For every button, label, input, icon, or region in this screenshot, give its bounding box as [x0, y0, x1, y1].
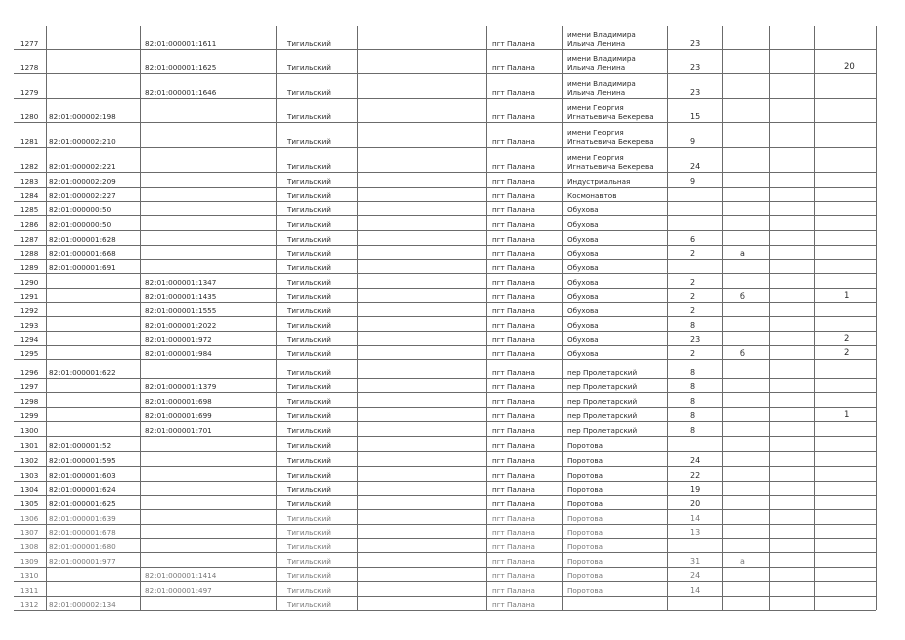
house-number: 22 [690, 471, 701, 480]
settlement: пгт Палана [492, 600, 535, 609]
settlement: пгт Палана [492, 63, 535, 72]
building-letter: б [740, 349, 745, 358]
house-number: 2 [690, 249, 696, 258]
table-row [14, 451, 876, 467]
row-number: 1295 [20, 349, 39, 358]
district: Тигильский [287, 278, 331, 287]
row-number: 1298 [20, 397, 39, 406]
cadastral-number-1: 82:01:000002:210 [49, 137, 116, 146]
table-row [14, 495, 876, 510]
house-number: 20 [690, 499, 701, 508]
row-number: 1278 [20, 63, 39, 72]
row-number: 1304 [20, 485, 39, 494]
table-row [14, 98, 876, 123]
street: Обухова [567, 205, 599, 214]
cadastral-number-2: 82:01:000001:701 [145, 426, 212, 435]
street: имени Владимира Ильича Ленина [567, 54, 636, 72]
table-row [14, 466, 876, 482]
street: Обухова [567, 321, 599, 330]
row-number: 1284 [20, 191, 39, 200]
house-number: 19 [690, 485, 701, 494]
street: Обухова [567, 263, 599, 272]
row-number: 1287 [20, 235, 39, 244]
table-row [14, 187, 876, 202]
house-number: 14 [690, 586, 701, 595]
row-number: 1291 [20, 292, 39, 301]
settlement: пгт Палана [492, 191, 535, 200]
street: Обухова [567, 335, 599, 344]
apartment-number: 2 [844, 334, 850, 344]
street: Обухова [567, 235, 599, 244]
settlement: пгт Палана [492, 278, 535, 287]
row-number: 1290 [20, 278, 39, 287]
row-number: 1292 [20, 306, 39, 315]
row-number: 1282 [20, 162, 39, 171]
cadastral-number-1: 82:01:000001:625 [49, 499, 116, 508]
street: Поротова [567, 456, 603, 465]
settlement: пгт Палана [492, 112, 535, 121]
street: Космонавтов [567, 191, 617, 200]
cadastral-number-1: 82:01:000001:668 [49, 249, 116, 258]
table-row [14, 288, 876, 303]
cadastral-number-1: 82:01:000001:977 [49, 557, 116, 566]
street: Поротова [567, 441, 603, 450]
row-number: 1283 [20, 177, 39, 186]
district: Тигильский [287, 441, 331, 450]
house-number: 9 [690, 137, 696, 146]
settlement: пгт Палана [492, 397, 535, 406]
column-divider [876, 26, 877, 610]
cadastral-number-2: 82:01:000001:497 [145, 586, 212, 595]
district: Тигильский [287, 586, 331, 595]
cadastral-number-2: 82:01:000001:1379 [145, 382, 217, 391]
district: Тигильский [287, 137, 331, 146]
house-number: 23 [690, 88, 701, 97]
cadastral-number-2: 82:01:000001:1435 [145, 292, 217, 301]
column-divider [486, 26, 487, 610]
settlement: пгт Палана [492, 220, 535, 229]
cadastral-number-1: 82:01:000000:50 [49, 205, 112, 214]
settlement: пгт Палана [492, 382, 535, 391]
street: пер Пролетарский [567, 382, 638, 391]
cadastral-number-1: 82:01:000002:209 [49, 177, 116, 186]
row-number: 1281 [20, 137, 39, 146]
settlement: пгт Палана [492, 321, 535, 330]
cadastral-number-1: 82:01:000001:595 [49, 456, 116, 465]
district: Тигильский [287, 249, 331, 258]
settlement: пгт Палана [492, 335, 535, 344]
cadastral-number-2: 82:01:000001:1347 [145, 278, 217, 287]
row-number: 1288 [20, 249, 39, 258]
table-row [14, 524, 876, 539]
district: Тигильский [287, 235, 331, 244]
row-number: 1297 [20, 382, 39, 391]
house-number: 31 [690, 557, 701, 566]
district: Тигильский [287, 368, 331, 377]
cadastral-number-1: 82:01:000001:624 [49, 485, 116, 494]
street: пер Пролетарский [567, 426, 638, 435]
settlement: пгт Палана [492, 542, 535, 551]
table-row [14, 147, 876, 173]
street: Поротова [567, 471, 603, 480]
district: Тигильский [287, 39, 331, 48]
cadastral-number-1: 82:01:000000:50 [49, 220, 112, 229]
row-number: 1312 [20, 600, 39, 609]
table-row [14, 331, 876, 346]
street: имени Георгия Игнатьевича Бекерева [567, 153, 654, 171]
table-row [14, 259, 876, 274]
cadastral-number-2: 82:01:000001:1646 [145, 88, 217, 97]
street: Поротова [567, 586, 603, 595]
settlement: пгт Палана [492, 349, 535, 358]
row-number: 1310 [20, 571, 39, 580]
cadastral-number-2: 82:01:000001:698 [145, 397, 212, 406]
cadastral-number-2: 82:01:000001:2022 [145, 321, 217, 330]
cadastral-number-1: 82:01:000001:678 [49, 528, 116, 537]
column-divider [46, 26, 47, 610]
street: Поротова [567, 528, 603, 537]
table-row [14, 49, 876, 74]
house-number: 8 [690, 368, 696, 377]
row-number: 1293 [20, 321, 39, 330]
settlement: пгт Палана [492, 557, 535, 566]
cadastral-number-1: 82:01:000002:198 [49, 112, 116, 121]
table-row [14, 581, 876, 597]
cadastral-number-2: 82:01:000001:972 [145, 335, 212, 344]
row-number: 1300 [20, 426, 39, 435]
settlement: пгт Палана [492, 263, 535, 272]
row-number: 1303 [20, 471, 39, 480]
table-row [14, 596, 876, 611]
house-number: 9 [690, 177, 696, 186]
building-letter: а [740, 249, 745, 258]
settlement: пгт Палана [492, 205, 535, 214]
district: Тигильский [287, 499, 331, 508]
house-number: 14 [690, 514, 701, 523]
table-row [14, 538, 876, 553]
table-row [14, 215, 876, 231]
street: Обухова [567, 292, 599, 301]
settlement: пгт Палана [492, 411, 535, 420]
cadastral-number-1: 82:01:000001:52 [49, 441, 112, 450]
settlement: пгт Палана [492, 249, 535, 258]
house-number: 2 [690, 349, 696, 358]
building-letter: б [740, 292, 745, 301]
table-row [14, 567, 876, 582]
street: имени Владимира Ильича Ленина [567, 30, 636, 48]
cadastral-number-1: 82:01:000001:622 [49, 368, 116, 377]
settlement: пгт Палана [492, 306, 535, 315]
house-number: 23 [690, 39, 701, 48]
row-number: 1279 [20, 88, 39, 97]
street: Поротова [567, 499, 603, 508]
row-number: 1306 [20, 514, 39, 523]
row-number: 1294 [20, 335, 39, 344]
district: Тигильский [287, 557, 331, 566]
table-row [14, 378, 876, 393]
row-number: 1286 [20, 220, 39, 229]
row-number: 1308 [20, 542, 39, 551]
row-number: 1289 [20, 263, 39, 272]
settlement: пгт Палана [492, 514, 535, 523]
house-number: 8 [690, 382, 696, 391]
district: Тигильский [287, 306, 331, 315]
settlement: пгт Палана [492, 137, 535, 146]
apartment-number: 20 [844, 62, 855, 72]
district: Тигильский [287, 205, 331, 214]
settlement: пгт Палана [492, 528, 535, 537]
settlement: пгт Палана [492, 162, 535, 171]
house-number: 6 [690, 235, 696, 244]
district: Тигильский [287, 88, 331, 97]
street: пер Пролетарский [567, 397, 638, 406]
settlement: пгт Палана [492, 368, 535, 377]
street: Поротова [567, 485, 603, 494]
apartment-number: 2 [844, 348, 850, 358]
house-number: 8 [690, 426, 696, 435]
cadastral-number-1: 82:01:000002:134 [49, 600, 116, 609]
table-row [14, 230, 876, 246]
district: Тигильский [287, 112, 331, 121]
house-number: 2 [690, 278, 696, 287]
street: имени Георгия Игнатьевича Бекерева [567, 103, 654, 121]
column-divider [814, 26, 815, 610]
row-number: 1307 [20, 528, 39, 537]
district: Тигильский [287, 191, 331, 200]
column-divider [276, 26, 277, 610]
row-number: 1311 [20, 586, 39, 595]
settlement: пгт Палана [492, 235, 535, 244]
street: имени Георгия Игнатьевича Бекерева [567, 128, 654, 146]
cadastral-number-2: 82:01:000001:1625 [145, 63, 217, 72]
street: Поротова [567, 514, 603, 523]
table-row [14, 392, 876, 408]
table-row [14, 436, 876, 452]
settlement: пгт Палана [492, 426, 535, 435]
column-divider [722, 26, 723, 610]
column-divider [769, 26, 770, 610]
street: Обухова [567, 306, 599, 315]
district: Тигильский [287, 514, 331, 523]
district: Тигильский [287, 600, 331, 609]
house-number: 2 [690, 292, 696, 301]
street: Поротова [567, 542, 603, 551]
district: Тигильский [287, 397, 331, 406]
cadastral-number-2: 82:01:000001:1414 [145, 571, 217, 580]
table-row [14, 302, 876, 317]
house-number: 24 [690, 571, 701, 580]
district: Тигильский [287, 335, 331, 344]
table-row [14, 316, 876, 332]
house-number: 23 [690, 335, 701, 344]
district: Тигильский [287, 292, 331, 301]
row-number: 1280 [20, 112, 39, 121]
table-row [14, 481, 876, 496]
table-row [14, 172, 876, 188]
apartment-number: 1 [844, 410, 850, 420]
table-row [14, 345, 876, 360]
settlement: пгт Палана [492, 471, 535, 480]
settlement: пгт Палана [492, 39, 535, 48]
table-row [14, 359, 876, 379]
table-row [14, 201, 876, 216]
column-divider [357, 26, 358, 610]
street: пер Пролетарский [567, 368, 638, 377]
district: Тигильский [287, 426, 331, 435]
cadastral-number-1: 82:01:000002:227 [49, 191, 116, 200]
district: Тигильский [287, 162, 331, 171]
settlement: пгт Палана [492, 177, 535, 186]
street: Поротова [567, 557, 603, 566]
apartment-number: 1 [844, 291, 850, 301]
settlement: пгт Палана [492, 292, 535, 301]
row-number: 1302 [20, 456, 39, 465]
row-number: 1296 [20, 368, 39, 377]
house-number: 13 [690, 528, 701, 537]
street: пер Пролетарский [567, 411, 638, 420]
table-row [14, 26, 876, 50]
table-row [14, 122, 876, 148]
building-letter: а [740, 557, 745, 566]
table-row [14, 509, 876, 525]
house-number: 15 [690, 112, 701, 121]
cadastral-number-1: 82:01:000001:691 [49, 263, 116, 272]
row-number: 1277 [20, 39, 39, 48]
column-divider [140, 26, 141, 610]
settlement: пгт Палана [492, 586, 535, 595]
district: Тигильский [287, 382, 331, 391]
cadastral-number-2: 82:01:000001:1611 [145, 39, 217, 48]
cadastral-number-1: 82:01:000001:639 [49, 514, 116, 523]
row-number: 1285 [20, 205, 39, 214]
table-row [14, 245, 876, 260]
row-number: 1305 [20, 499, 39, 508]
row-number: 1299 [20, 411, 39, 420]
table-row [14, 73, 876, 99]
cadastral-number-1: 82:01:000001:603 [49, 471, 116, 480]
table-row [14, 273, 876, 289]
house-number: 8 [690, 397, 696, 406]
settlement: пгт Палана [492, 441, 535, 450]
street: Индустриальная [567, 177, 631, 186]
district: Тигильский [287, 571, 331, 580]
street: Обухова [567, 249, 599, 258]
cadastral-number-2: 82:01:000001:1555 [145, 306, 217, 315]
cadastral-number-1: 82:01:000001:680 [49, 542, 116, 551]
row-number: 1301 [20, 441, 39, 450]
row-number: 1309 [20, 557, 39, 566]
house-number: 8 [690, 321, 696, 330]
house-number: 2 [690, 306, 696, 315]
street: Поротова [567, 571, 603, 580]
district: Тигильский [287, 220, 331, 229]
cadastral-number-2: 82:01:000001:699 [145, 411, 212, 420]
district: Тигильский [287, 456, 331, 465]
district: Тигильский [287, 485, 331, 494]
street: Обухова [567, 220, 599, 229]
house-number: 24 [690, 162, 701, 171]
settlement: пгт Палана [492, 571, 535, 580]
street: Обухова [567, 349, 599, 358]
district: Тигильский [287, 177, 331, 186]
table-row [14, 407, 876, 422]
district: Тигильский [287, 321, 331, 330]
settlement: пгт Палана [492, 499, 535, 508]
house-number: 8 [690, 411, 696, 420]
district: Тигильский [287, 528, 331, 537]
table-row [14, 552, 876, 568]
house-number: 24 [690, 456, 701, 465]
district: Тигильский [287, 349, 331, 358]
cadastral-number-2: 82:01:000001:984 [145, 349, 212, 358]
cadastral-number-1: 82:01:000002:221 [49, 162, 116, 171]
table-row [14, 421, 876, 437]
street: Обухова [567, 278, 599, 287]
cadastral-number-1: 82:01:000001:628 [49, 235, 116, 244]
street: имени Владимира Ильича Ленина [567, 79, 636, 97]
settlement: пгт Палана [492, 485, 535, 494]
column-divider [667, 26, 668, 610]
column-divider [562, 26, 563, 610]
house-number: 23 [690, 63, 701, 72]
district: Тигильский [287, 542, 331, 551]
settlement: пгт Палана [492, 456, 535, 465]
district: Тигильский [287, 411, 331, 420]
district: Тигильский [287, 263, 331, 272]
district: Тигильский [287, 63, 331, 72]
settlement: пгт Палана [492, 88, 535, 97]
district: Тигильский [287, 471, 331, 480]
